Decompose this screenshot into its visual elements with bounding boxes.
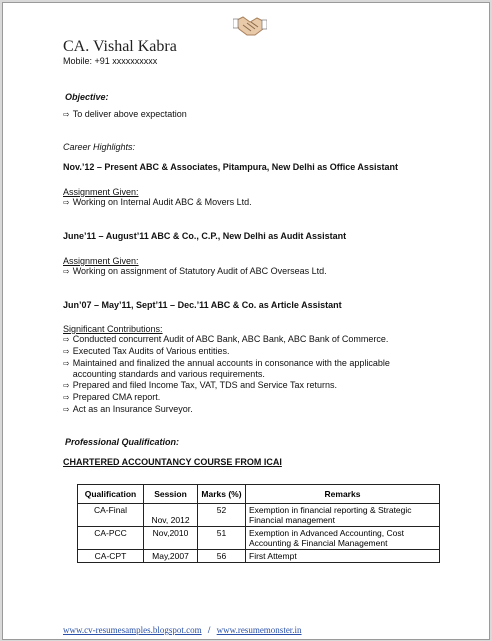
- footer-link[interactable]: www.resumemonster.in: [216, 625, 302, 635]
- table-cell: CA-PCC: [78, 527, 144, 550]
- job-item-text: Conducted concurrent Audit of ABC Bank, ABC Bank, ABC Bank of Commerce.: [72, 334, 389, 344]
- job-item-text: Prepared and filed Income Tax, VAT, TDS and Service Tax returns.: [72, 380, 338, 390]
- job-item: [63, 266, 327, 277]
- objective-item: [63, 109, 187, 120]
- objective-heading: Objective:: [65, 92, 109, 102]
- job-item: [63, 392, 413, 403]
- job-item-text: Working on Internal Audit ABC & Movers Ltd.: [72, 197, 252, 207]
- table-header: Remarks: [246, 485, 440, 504]
- table-cell: 52: [198, 504, 246, 527]
- arrow-bullet-icon: ⇨: [63, 359, 70, 368]
- resume-page: [2, 2, 490, 640]
- career-heading: Career Highlights:: [63, 142, 136, 152]
- arrow-bullet-icon: ⇨: [63, 335, 70, 344]
- table-header: Qualification: [78, 485, 144, 504]
- contributions-label: Significant Contributions:: [63, 324, 163, 334]
- handshake-icon: [233, 13, 267, 39]
- table-cell: Exemption in Advanced Accounting, Cost Accounting & Financial Management: [246, 527, 440, 550]
- job-item-text: Executed Tax Audits of Various entities.: [72, 346, 230, 356]
- table-row: [78, 550, 440, 563]
- candidate-name: CA. Vishal Kabra: [63, 38, 177, 55]
- objective-text: To deliver above expectation: [72, 109, 187, 119]
- job-item: [63, 346, 413, 357]
- job-title: Nov.’12 – Present ABC & Associates, Pitampura, New Delhi as Office Assistant: [63, 162, 398, 172]
- job-item-text: Act as an Insurance Surveyor.: [72, 404, 193, 414]
- table-row: [78, 527, 440, 550]
- arrow-bullet-icon: ⇨: [63, 405, 70, 414]
- arrow-bullet-icon: ⇨: [63, 393, 70, 402]
- job-item: [63, 404, 413, 415]
- mobile-number: Mobile: +91 xxxxxxxxxx: [63, 56, 158, 66]
- arrow-bullet-icon: ⇨: [63, 347, 70, 356]
- arrow-bullet-icon: ⇨: [63, 198, 70, 207]
- table-header: Session: [144, 485, 198, 504]
- job-item-text: Working on assignment of Statutory Audit of ABC Overseas Ltd.: [72, 266, 327, 276]
- arrow-bullet-icon: ⇨: [63, 381, 70, 390]
- job-item-text: Prepared CMA report.: [72, 392, 161, 402]
- footer-link[interactable]: www.cv-resumesamples.blogspot.com: [63, 625, 202, 635]
- table-header: Marks (%): [198, 485, 246, 504]
- arrow-bullet-icon: ⇨: [63, 267, 70, 276]
- qualification-heading: Professional Qualification:: [65, 437, 180, 447]
- job-title: Jun’07 – May’11, Sept’11 – Dec.’11 ABC & Co. as Article Assistant: [63, 300, 342, 310]
- table-cell: First Attempt: [246, 550, 440, 563]
- table-cell: CA-CPT: [78, 550, 144, 563]
- footer-separator: /: [207, 625, 211, 635]
- table-row: [78, 504, 440, 527]
- assignment-label: Assignment Given:: [63, 256, 139, 266]
- table-cell: May,2007: [144, 550, 198, 563]
- assignment-label: Assignment Given:: [63, 187, 139, 197]
- job-item-text: Maintained and finalized the annual accounts in consonance with the applicable accounting standards and various requirements.: [72, 358, 390, 379]
- course-title: CHARTERED ACCOUNTANCY COURSE FROM ICAI: [63, 457, 282, 467]
- table-cell: Nov,2010: [144, 527, 198, 550]
- table-cell: Exemption in financial reporting & Strategic Financial management: [246, 504, 440, 527]
- job-item: [63, 197, 252, 208]
- footer-links: [63, 625, 302, 635]
- table-cell: 51: [198, 527, 246, 550]
- job-title: June’11 – August’11 ABC & Co., C.P., New Delhi as Audit Assistant: [63, 231, 347, 241]
- table-cell: CA-Final: [78, 504, 144, 527]
- arrow-bullet-icon: ⇨: [63, 110, 70, 119]
- job-item: [63, 358, 413, 380]
- table-cell: Nov, 2012: [144, 504, 198, 527]
- table-cell: 56: [198, 550, 246, 563]
- job-item: [63, 334, 413, 345]
- job-item: [63, 380, 413, 391]
- table-header-row: [78, 485, 440, 504]
- qualification-table: [77, 484, 440, 563]
